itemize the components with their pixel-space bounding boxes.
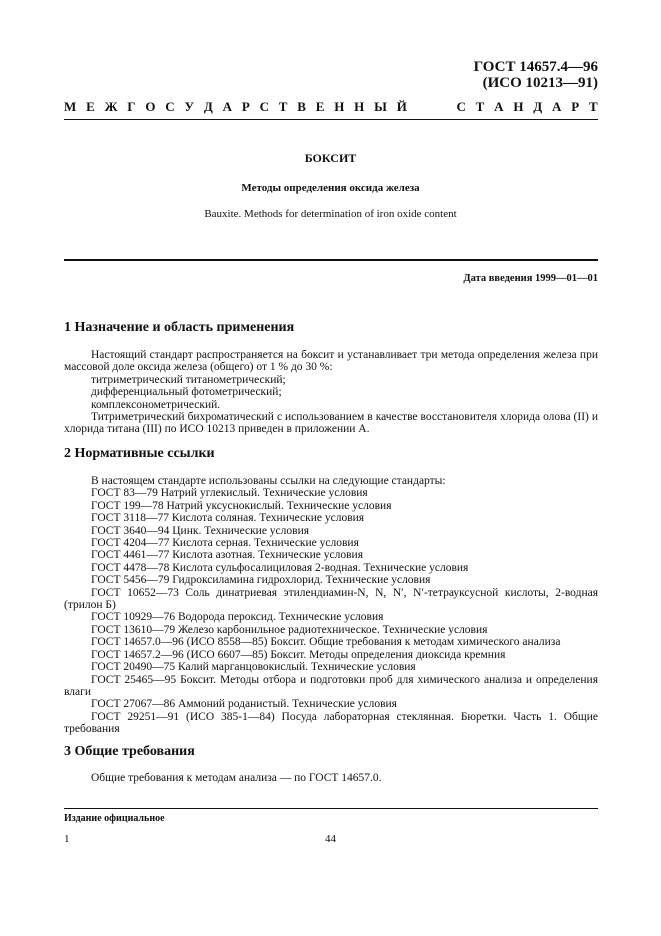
banner-letter: А (494, 99, 504, 114)
introduction-date: Дата введения 1999—01—01 (463, 273, 598, 284)
reference-item: ГОСТ 13610—79 Железо карбонильное радиотехническое. Технические условия (91, 623, 488, 636)
reference-item: ГОСТ 3640—94 Цинк. Технические условия (91, 524, 310, 537)
banner-letter: С (456, 99, 466, 114)
banner-letter: Т (475, 99, 485, 114)
banner-letter: Д (533, 99, 543, 114)
banner-letter: Й (396, 99, 407, 114)
banner-letter: У (184, 99, 195, 114)
banner-word-gap (417, 99, 447, 114)
banner-letter: Ж (104, 99, 118, 114)
references-intro: В настоящем стандарте использованы ссылки на следующие стандарты: (91, 475, 446, 487)
reference-item: ГОСТ 199—78 Натрий уксуснокислый. Технические условия (91, 499, 392, 512)
banner-letter: Е (315, 99, 325, 114)
section-3-heading: 3 Общие требования (64, 744, 195, 759)
reference-item: ГОСТ 25465—95 Боксит. Методы отбора и подготовки проб для химического анализа и определения влаги (64, 673, 598, 698)
banner-letter: А (222, 99, 232, 114)
document-code (474, 59, 598, 91)
reference-item: ГОСТ 14657.2—96 (ИСО 6607—85) Боксит. Методы определения диоксида кремния (91, 648, 506, 661)
banner-letter: Н (513, 99, 524, 114)
reference-item: ГОСТ 83—79 Натрий углекислый. Технические условия (91, 487, 368, 500)
interstate-standard-banner (64, 99, 598, 114)
banner-letter: Т (589, 99, 598, 114)
page-number: 44 (325, 833, 336, 845)
reference-item: ГОСТ 10929—76 Водорода пероксид. Технические условия (91, 611, 384, 624)
reference-item: ГОСТ 5456—79 Гидроксиламина гидрохлорид. Технические условия (91, 574, 431, 587)
section-1-heading: 1 Назначение и область применения (64, 320, 295, 335)
document-title: БОКСИТ (304, 151, 357, 165)
banner-letter: В (297, 99, 306, 114)
page-marker: 1 (64, 833, 70, 845)
document-subtitle: Методы определения оксида железа (241, 182, 420, 194)
banner-letter: Н (354, 99, 365, 114)
banner-letter: С (165, 99, 175, 114)
reference-item: ГОСТ 14657.0—96 (ИСО 8558—85) Боксит. Общие требования к методам химического анализа (91, 636, 561, 649)
reference-item: ГОСТ 27067—86 Аммоний роданистый. Технические условия (91, 698, 397, 711)
iso-code: (ИСО 10213—91) (482, 75, 598, 91)
banner-letter: Н (334, 99, 345, 114)
reference-item: ГОСТ 20490—75 Калий марганцовокислый. Технические условия (91, 661, 416, 674)
header-divider (64, 119, 598, 120)
section-1-item: дифференциальный фотометрический; (91, 386, 282, 399)
banner-letter: М (64, 99, 77, 114)
english-title: Bauxite. Methods for determination of iron oxide content (204, 208, 457, 220)
standard-code: ГОСТ 14657.4—96 (473, 59, 598, 75)
reference-item: ГОСТ 10652—73 Соль динатриевая этилендиамин-N, N, N′, N′-тетрауксусной кислоты, 2-водная (трилон Б) (64, 586, 598, 612)
title-divider (64, 259, 598, 261)
banner-letter: Р (241, 99, 250, 114)
banner-letter: Д (203, 99, 213, 114)
official-edition-label: Издание официальное (64, 813, 165, 824)
section-1-paragraph: Титриметрический бихроматический с использованием в качестве восстановителя хлорида олова (II) и хлорида титана (III) по ИСО 10213 приведен в приложении А. (64, 411, 598, 436)
reference-item: ГОСТ 4478—78 Кислота сульфосалициловая 2-водная. Технические условия (91, 561, 469, 574)
section-1-item: титриметрический титанометрический; (91, 373, 286, 386)
banner-letter: О (145, 99, 156, 114)
reference-item: ГОСТ 4204—77 Кислота серная. Технические условия (91, 537, 359, 550)
reference-item: ГОСТ 3118—77 Кислота соляная. Технические условия (91, 512, 365, 525)
section-1-item: комплексонометрический. (91, 398, 221, 411)
section-3-body (64, 772, 598, 784)
reference-item: ГОСТ 29251—91 (ИСО 385-1—84) Посуда лабораторная стеклянная. Бюретки. Часть 1. Общие требования (64, 710, 598, 736)
section-3-paragraph: Общие требования к методам анализа — по ГОСТ 14657.0. (91, 772, 382, 784)
banner-letter: Е (86, 99, 95, 114)
banner-letter: Т (278, 99, 288, 114)
banner-letter: А (552, 99, 562, 114)
reference-item: ГОСТ 4461—77 Кислота азотная. Технические условия (91, 549, 363, 562)
section-2-heading: 2 Нормативные ссылки (64, 446, 215, 461)
normative-references (64, 475, 598, 736)
banner-letter: Г (127, 99, 136, 114)
section-1-body (64, 349, 598, 436)
footer-divider (64, 808, 598, 809)
banner-letter: С (259, 99, 269, 114)
banner-letter: Ы (374, 99, 387, 114)
section-1-paragraph: Настоящий стандарт распространяется на боксит и устанавливает три метода определения железа при массовой доле оксида железа (общего) от 1 % до 30 %: (64, 349, 598, 374)
banner-letter: Р (571, 99, 580, 114)
